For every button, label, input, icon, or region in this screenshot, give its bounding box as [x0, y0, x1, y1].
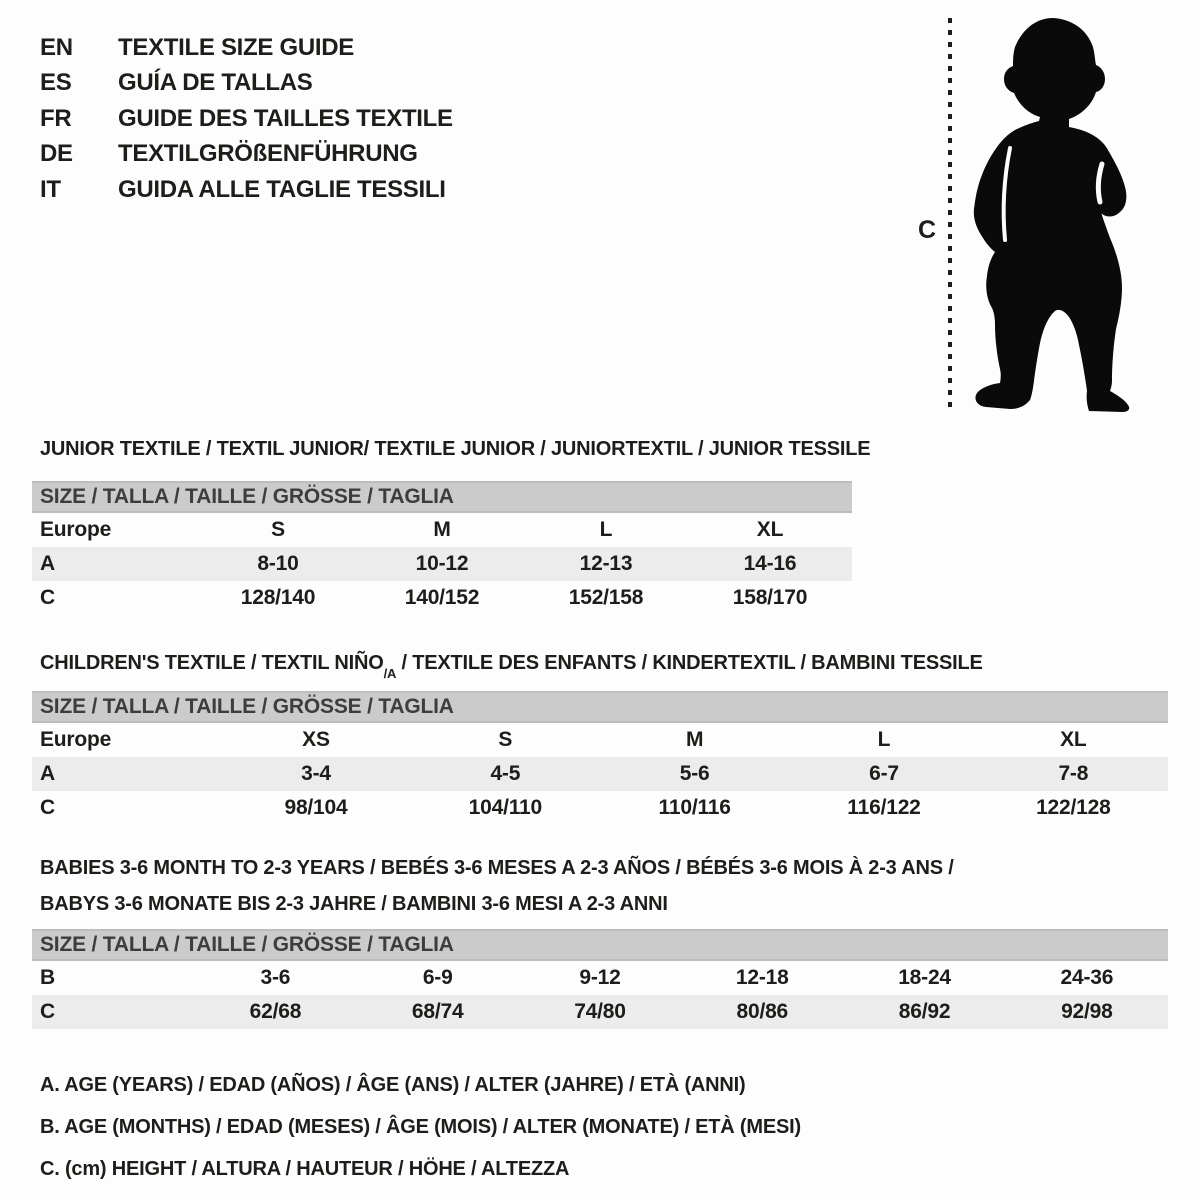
junior-table-grid	[32, 513, 852, 615]
size-cell: 6-9	[422, 966, 453, 989]
size-header-bar: SIZE / TALLA / TAILLE / GRÖSSE / TAGLIA	[32, 691, 1168, 723]
babies-heading-line2: BABYS 3-6 MONATE BIS 2-3 JAHRE / BAMBINI 3-6 MESI A 2-3 ANNI	[40, 893, 668, 915]
footnote-b: B. AGE (MONTHS) / EDAD (MESES) / ÂGE (MOIS) / ALTER (MONATE) / ETÀ (MESI)	[40, 1116, 801, 1138]
babies-table-grid	[32, 961, 1168, 1029]
size-cell: 74/80	[574, 1000, 626, 1023]
table-row	[32, 513, 852, 547]
children-size-table	[32, 691, 1168, 825]
footnotes	[40, 1064, 801, 1190]
size-cell: XL	[1060, 728, 1087, 751]
size-cell: 92/98	[1061, 1000, 1113, 1023]
size-cell: 7-8	[1058, 762, 1089, 785]
size-cell: 110/116	[658, 796, 731, 819]
junior-section-heading: JUNIOR TEXTILE / TEXTIL JUNIOR/ TEXTILE JUNIOR / JUNIORTEXTIL / JUNIOR TESSILE	[40, 438, 871, 460]
size-cell: XS	[302, 728, 330, 751]
language-code: DE	[40, 140, 73, 168]
children-heading-text: / TEXTILE DES ENFANTS / KINDERTEXTIL / BAMBINI TESSILE	[396, 652, 983, 674]
size-cell: L	[599, 518, 613, 541]
babies-heading-line1: BABIES 3-6 MONTH TO 2-3 YEARS / BEBÉS 3-6 MESES A 2-3 AÑOS / BÉBÉS 3-6 MOIS À 2-3 ANS /	[40, 857, 954, 879]
size-cell: 80/86	[736, 1000, 789, 1023]
language-title: GUIDA ALLE TAGLIE TESSILI	[118, 175, 446, 203]
size-cell: 86/92	[898, 1000, 951, 1023]
size-cell: L	[877, 728, 891, 751]
children-section-heading	[40, 652, 983, 681]
children-heading-text: CHILDREN'S TEXTILE / TEXTIL NIÑO	[40, 652, 384, 674]
language-row	[40, 66, 453, 102]
size-cell: XL	[756, 518, 784, 541]
language-row	[40, 101, 453, 137]
table-row	[32, 995, 1168, 1029]
size-cell: 140/152	[404, 586, 480, 609]
size-cell: 12-13	[579, 552, 633, 575]
table-row	[32, 581, 852, 615]
language-title: TEXTILE SIZE GUIDE	[118, 33, 354, 61]
size-cell: 68/74	[411, 1000, 464, 1023]
size-cell: 18-24	[898, 966, 951, 989]
size-cell: 62/68	[249, 1000, 302, 1023]
height-dashed-line	[947, 16, 953, 416]
footnote-c: C. (cm) HEIGHT / ALTURA / HAUTEUR / HÖHE / ALTEZZA	[40, 1158, 570, 1180]
size-cell: 4-5	[490, 762, 521, 785]
size-cell: S	[498, 728, 513, 751]
row-label-cell: Europe	[40, 518, 112, 541]
babies-size-table	[32, 929, 1168, 1029]
toddler-silhouette-icon	[960, 14, 1140, 414]
size-cell: 24-36	[1060, 966, 1114, 989]
language-code: FR	[40, 104, 72, 132]
language-list	[40, 30, 453, 208]
size-cell: 12-18	[735, 966, 789, 989]
size-cell: 14-16	[743, 552, 797, 575]
table-row	[32, 791, 1168, 825]
row-label-cell: B	[40, 966, 55, 989]
size-cell: M	[433, 518, 451, 541]
language-code: ES	[40, 69, 72, 97]
footnote-a: A. AGE (YEARS) / EDAD (AÑOS) / ÂGE (ANS) / ALTER (JAHRE) / ETÀ (ANNI)	[40, 1074, 746, 1096]
language-code: IT	[40, 175, 61, 203]
size-cell: 122/128	[1036, 796, 1111, 819]
row-label-cell: C	[40, 1000, 55, 1023]
size-cell: 3-6	[260, 966, 291, 989]
table-row	[32, 961, 1168, 995]
children-heading-subscript: /A	[383, 666, 397, 681]
table-row	[32, 723, 1168, 757]
size-cell: M	[686, 728, 704, 751]
size-cell: 158/170	[732, 586, 808, 609]
language-title: GUÍA DE TALLAS	[118, 69, 313, 97]
row-label-cell: A	[40, 552, 55, 575]
children-table-grid	[32, 723, 1168, 825]
junior-size-table	[32, 481, 852, 615]
size-cell: 10-12	[415, 552, 469, 575]
language-title: TEXTILGRÖßENFÜHRUNG	[118, 140, 418, 168]
size-header-bar: SIZE / TALLA / TAILLE / GRÖSSE / TAGLIA	[32, 929, 1168, 961]
size-cell: S	[271, 518, 285, 541]
height-figure	[916, 14, 1156, 422]
size-header-bar: SIZE / TALLA / TAILLE / GRÖSSE / TAGLIA	[32, 481, 852, 513]
size-cell: 98/104	[284, 796, 348, 819]
size-cell: 8-10	[257, 552, 299, 575]
size-cell: 152/158	[568, 586, 644, 609]
language-row	[40, 137, 453, 173]
babies-section-heading	[40, 850, 954, 922]
table-row	[32, 547, 852, 581]
size-cell: 128/140	[240, 586, 316, 609]
language-title: GUIDE DES TAILLES TEXTILE	[118, 104, 453, 132]
row-label-cell: C	[40, 796, 55, 819]
row-label-cell: Europe	[40, 728, 112, 751]
table-row	[32, 757, 1168, 791]
language-row	[40, 172, 453, 208]
row-label-cell: C	[40, 586, 55, 609]
language-row	[40, 30, 453, 66]
size-cell: 9-12	[579, 966, 621, 989]
row-label-cell: A	[40, 762, 55, 785]
size-cell: 6-7	[869, 762, 899, 785]
height-measure-label: C	[918, 216, 937, 244]
size-cell: 104/110	[468, 796, 542, 819]
language-code: EN	[40, 33, 73, 61]
size-cell: 3-4	[301, 762, 331, 785]
size-cell: 116/122	[847, 796, 921, 819]
size-cell: 5-6	[679, 762, 710, 785]
